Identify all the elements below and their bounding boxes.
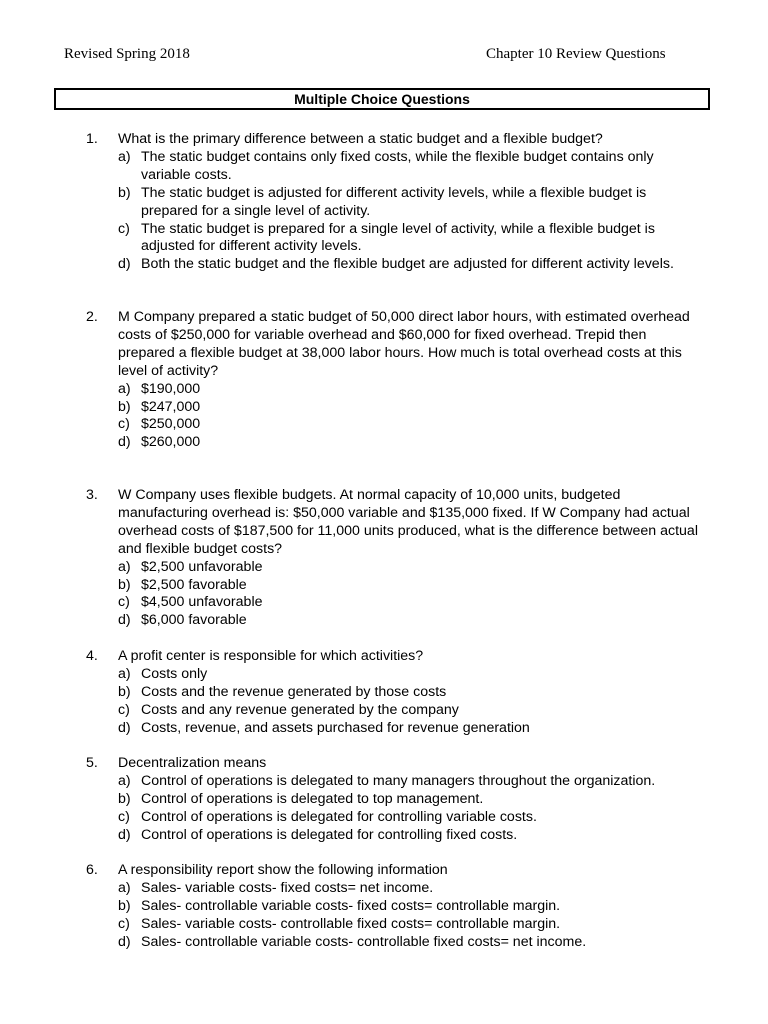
header-right: Chapter 10 Review Questions bbox=[486, 46, 666, 62]
option-letter: d) bbox=[118, 434, 131, 451]
option bbox=[118, 559, 706, 577]
option-text: $260,000 bbox=[141, 434, 201, 451]
option-letter: d) bbox=[118, 256, 131, 273]
option-letter: d) bbox=[118, 933, 131, 950]
question-1 bbox=[86, 131, 706, 274]
option-text: Sales- controllable variable costs- fixed costs= controllable margin. bbox=[141, 897, 561, 914]
option bbox=[118, 720, 706, 738]
option-text: Sales- controllable variable costs- controllable fixed costs= net income. bbox=[141, 933, 587, 950]
option-text: The static budget is adjusted for different activity levels, while a flexible budget is prepared for a single level of activity. bbox=[141, 184, 647, 219]
option-text: Control of operations is delegated for controlling fixed costs. bbox=[141, 826, 518, 843]
option-text: Costs, revenue, and assets purchased for revenue generation bbox=[141, 719, 530, 736]
option-text: Control of operations is delegated to many managers throughout the organization. bbox=[141, 772, 656, 789]
option-text: $190,000 bbox=[141, 380, 201, 397]
option-letter: a) bbox=[118, 558, 131, 575]
option bbox=[118, 702, 706, 720]
option bbox=[118, 666, 706, 684]
option bbox=[118, 381, 706, 399]
question-text: What is the primary difference between a static budget and a flexible budget? bbox=[118, 131, 603, 147]
option-letter: d) bbox=[118, 826, 131, 843]
option-text: Both the static budget and the flexible budget are adjusted for different activity levels. bbox=[141, 256, 674, 273]
question-number: 6. bbox=[86, 862, 98, 878]
question-3 bbox=[86, 487, 706, 630]
option bbox=[118, 612, 706, 630]
option-letter: c) bbox=[118, 416, 130, 433]
option-text: Control of operations is delegated for controlling variable costs. bbox=[141, 808, 537, 825]
option bbox=[118, 577, 706, 595]
option-text: Sales- variable costs- fixed costs= net income. bbox=[141, 879, 434, 896]
option-letter: c) bbox=[118, 220, 130, 237]
option bbox=[118, 916, 706, 934]
option-text: Costs and any revenue generated by the company bbox=[141, 701, 459, 718]
option-text: Control of operations is delegated to top management. bbox=[141, 790, 484, 807]
option-text: $2,500 favorable bbox=[141, 576, 247, 593]
option-letter: c) bbox=[118, 701, 130, 718]
option-text: $2,500 unfavorable bbox=[141, 558, 263, 575]
question-5 bbox=[86, 755, 706, 845]
question-number: 4. bbox=[86, 648, 98, 664]
option bbox=[118, 934, 706, 952]
option-letter: c) bbox=[118, 915, 130, 932]
option-text: $4,500 unfavorable bbox=[141, 594, 263, 611]
option-letter: d) bbox=[118, 612, 131, 629]
option-letter: b) bbox=[118, 683, 131, 700]
option-letter: a) bbox=[118, 148, 131, 165]
option-letter: b) bbox=[118, 897, 131, 914]
option-letter: a) bbox=[118, 879, 131, 896]
question-number: 1. bbox=[86, 131, 98, 147]
option-text: Costs and the revenue generated by those costs bbox=[141, 683, 447, 700]
option-letter: b) bbox=[118, 790, 131, 807]
option bbox=[118, 827, 706, 845]
option bbox=[118, 880, 706, 898]
option-text: $6,000 favorable bbox=[141, 612, 247, 629]
option bbox=[118, 684, 706, 702]
option-text: $250,000 bbox=[141, 416, 201, 433]
question-2 bbox=[86, 309, 706, 452]
option bbox=[118, 791, 706, 809]
header-left: Revised Spring 2018 bbox=[64, 46, 190, 62]
option bbox=[118, 898, 706, 916]
option bbox=[118, 434, 706, 452]
option-letter: a) bbox=[118, 665, 131, 682]
question-number: 2. bbox=[86, 309, 98, 325]
option-text: $247,000 bbox=[141, 398, 201, 415]
question-6 bbox=[86, 862, 706, 952]
option-letter: b) bbox=[118, 398, 131, 415]
question-4 bbox=[86, 648, 706, 738]
option bbox=[118, 809, 706, 827]
question-text: A responsibility report show the following information bbox=[118, 862, 448, 878]
option-text: Sales- variable costs- controllable fixed costs= controllable margin. bbox=[141, 915, 561, 932]
option-letter: c) bbox=[118, 594, 130, 611]
question-text: Decentralization means bbox=[118, 755, 267, 771]
option-letter: d) bbox=[118, 719, 131, 736]
section-title: Multiple Choice Questions bbox=[54, 88, 710, 110]
option bbox=[118, 416, 706, 434]
option-letter: b) bbox=[118, 184, 131, 201]
option bbox=[118, 256, 706, 274]
option-text: Costs only bbox=[141, 665, 208, 682]
option-text: The static budget contains only fixed costs, while the flexible budget contains only variable costs. bbox=[141, 148, 654, 183]
question-number: 5. bbox=[86, 755, 98, 771]
question-text: W Company uses flexible budgets. At normal capacity of 10,000 units, budgeted manufacturing overhead is: $50,000 variable and $135,000 fixed. If W Company had actual overhead costs of $187,500 for 11,000 units produced, what is the difference between actual and flexible budget costs? bbox=[118, 487, 698, 557]
question-text: M Company prepared a static budget of 50,000 direct labor hours, with estimated overhead costs of $250,000 for variable overhead and $60,000 for fixed overhead. Trepid then prepared a flexible budget at 38,000 labor hours. How much is total overhead costs at this level of activity? bbox=[118, 309, 690, 379]
option bbox=[118, 773, 706, 791]
option bbox=[118, 399, 706, 417]
question-text: A profit center is responsible for which activities? bbox=[118, 648, 424, 664]
option bbox=[118, 185, 706, 221]
option-letter: a) bbox=[118, 772, 131, 789]
option bbox=[118, 221, 706, 257]
question-number: 3. bbox=[86, 487, 98, 503]
option-letter: b) bbox=[118, 576, 131, 593]
option-letter: c) bbox=[118, 808, 130, 825]
option-text: The static budget is prepared for a single level of activity, while a flexible budget is adjusted for different activity levels. bbox=[141, 220, 655, 255]
option bbox=[118, 149, 706, 185]
option-letter: a) bbox=[118, 380, 131, 397]
option bbox=[118, 594, 706, 612]
